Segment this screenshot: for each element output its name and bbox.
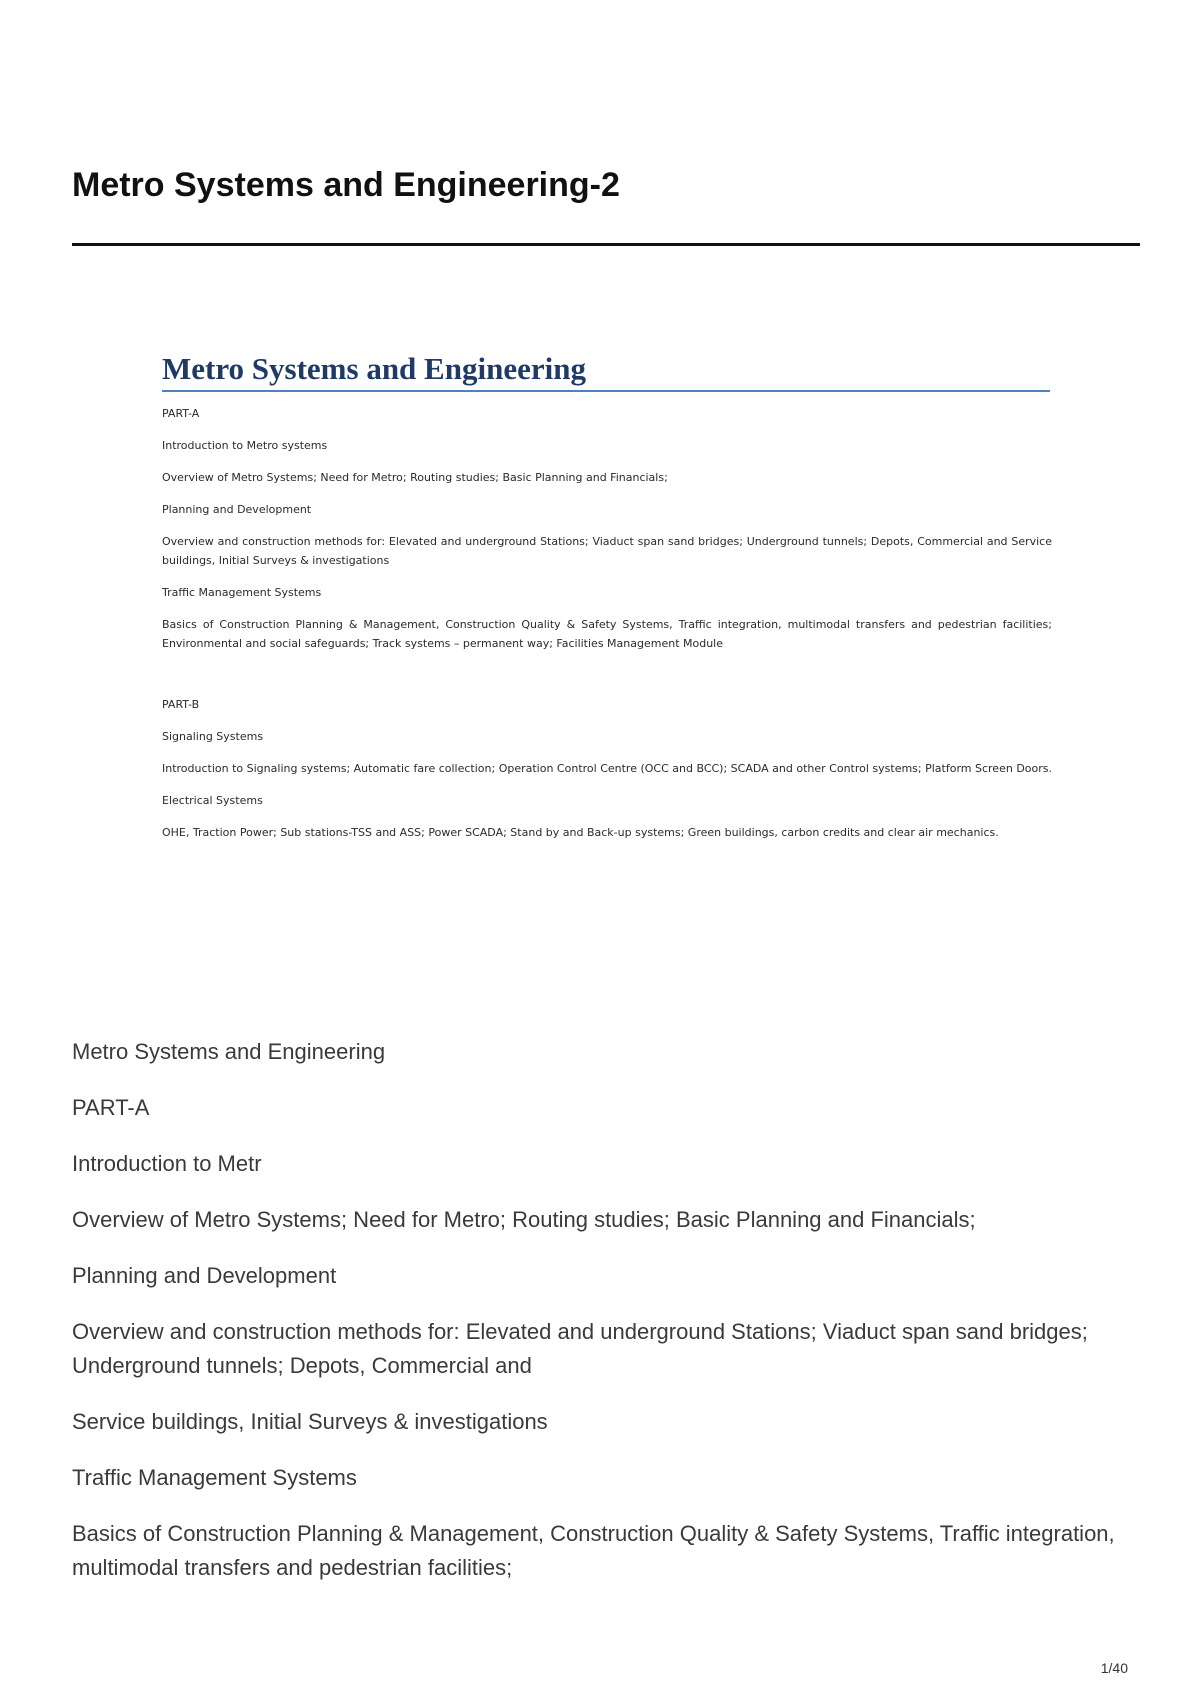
syllabus-line: Introduction to Metro systems [162,439,328,452]
syllabus-heading-rule [162,390,1050,392]
syllabus-line: Signaling Systems [162,730,264,743]
syllabus-line: Overview and construction methods for: Elevated and underground Stations; Viaduct span sand bridges; Underground tunnels; Depots, Commercial and Service buildings, Initial Surveys & investigations [162,535,1052,567]
title-divider [72,243,1140,246]
syllabus-image [162,350,1052,880]
syllabus-line: PART-A [162,407,200,420]
text-paragraph: PART-A [72,1095,150,1120]
text-paragraph: Planning and Development [72,1263,337,1288]
syllabus-heading: Metro Systems and Engineering [162,351,586,386]
page-title: Metro Systems and Engineering-2 [72,166,620,204]
text-paragraph: Service buildings, Initial Surveys & investigations [72,1409,548,1434]
syllabus-line: Overview of Metro Systems; Need for Metro; Routing studies; Basic Planning and Financials; [162,471,668,484]
text-paragraph: Metro Systems and Engineering [72,1039,386,1064]
text-paragraph: Basics of Construction Planning & Management, Construction Quality & Safety Systems, Traffic integration, multimodal transfers and pedestrian facilities; [72,1521,1115,1580]
syllabus-line: Planning and Development [162,503,312,516]
extracted-text [72,1035,1140,1607]
text-paragraph: Traffic Management Systems [72,1465,357,1490]
syllabus-line: OHE, Traction Power; Sub stations-TSS and ASS; Power SCADA; Stand by and Back-up systems; Green buildings, carbon credits and clear air mechanics. [162,826,999,839]
syllabus-line: Basics of Construction Planning & Management, Construction Quality & Safety Systems, Traffic integration, multimodal transfers and pedestrian facilities; Environmental and social safeguards; Track systems – permanent way; Facilities Management Module [162,618,1052,650]
page-number: 1/40 [1100,1660,1128,1676]
text-paragraph: Overview of Metro Systems; Need for Metro; Routing studies; Basic Planning and Financials; [72,1207,976,1232]
syllabus-line: Electrical Systems [162,794,263,807]
text-paragraph: Introduction to Metr [72,1151,262,1176]
text-paragraph: Overview and construction methods for: Elevated and underground Stations; Viaduct span sand bridges; Underground tunnels; Depots, Commercial and [72,1319,1088,1378]
syllabus-line: Traffic Management Systems [162,586,322,599]
syllabus-line: PART-B [162,698,200,711]
syllabus-line: Introduction to Signaling systems; Automatic fare collection; Operation Control Centre (OCC and BCC); SCADA and other Control systems; Platform Screen Doors. [162,762,1052,775]
